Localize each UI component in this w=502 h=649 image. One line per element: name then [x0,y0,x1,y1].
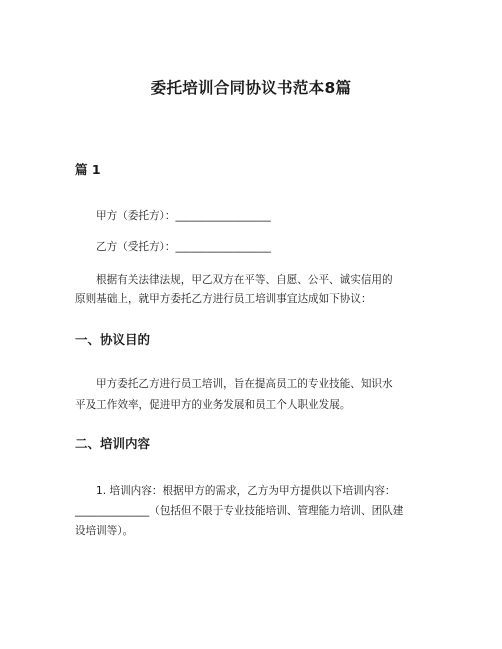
document-title: 委托培训合同协议书范本8篇 [150,79,352,97]
part-heading: 篇 1 [75,162,101,177]
section-1-line-1: 甲方委托乙方进行员工培训，旨在提高员工的专业技能、知识水 [96,378,393,390]
section-2-line-2: ______________（包括但不限于专业技能培训、管理能力培训、团队建 [75,505,404,517]
section-1-heading: 一、协议目的 [75,332,151,347]
section-2-line-1: 1. 培训内容：根据甲方的需求，乙方为甲方提供以下培训内容： [96,485,396,497]
intro-line-2: 原则基础上，就甲方委托乙方进行员工培训事宜达成如下协议： [75,293,372,305]
section-1-line-2: 平及工作效率，促进甲方的业务发展和员工个人职业发展。 [75,399,351,411]
section-2-heading: 二、培训内容 [75,436,151,451]
section-2-line-3: 设培训等）。 [75,525,134,537]
party-b-line: 乙方（受托方）：__________________ [96,241,271,253]
intro-line-1: 根据有关法律法规，甲乙双方在平等、自愿、公平、诚实信用的 [96,274,393,286]
party-a-line: 甲方（委托方）：__________________ [96,210,271,222]
